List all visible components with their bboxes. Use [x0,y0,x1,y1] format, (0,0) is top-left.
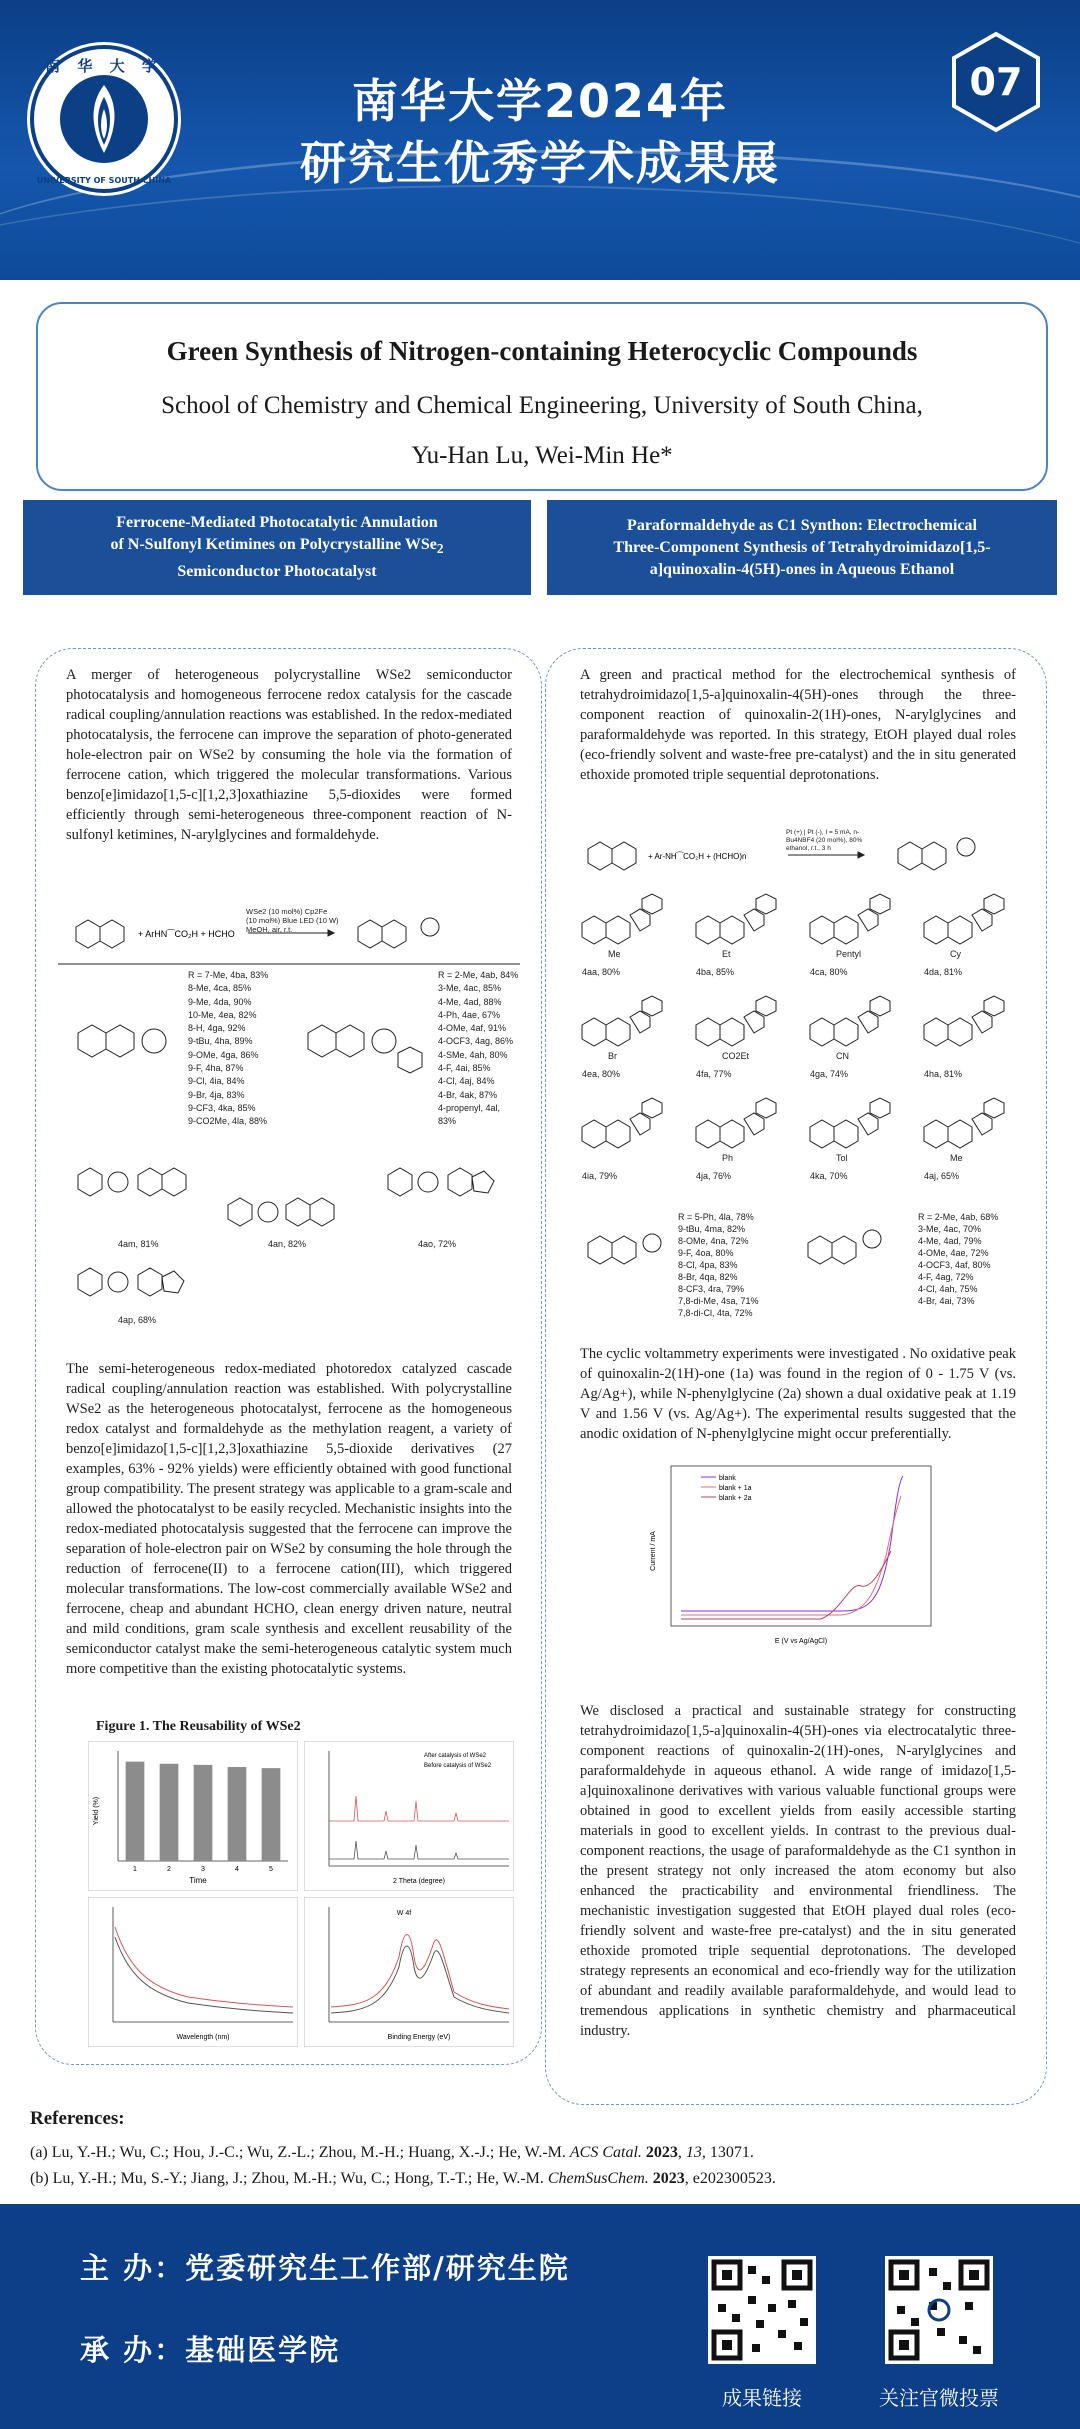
scope-item: 4-Br, 4ai, 73% [918,1296,975,1306]
section2-panel [545,648,1047,2105]
compound-cell [682,995,790,1095]
compound-label: 4fa, 77% [696,1069,732,1079]
scope-item: 9-tBu, 4ma, 82% [678,1224,746,1234]
achievement-qr-code[interactable] [708,2256,816,2364]
compound-label-4ao: 4ao, 72% [418,1239,457,1249]
scope-item: R = 5-Ph, 4la, 78% [678,1212,754,1222]
footer-banner [0,2204,1080,2429]
xps-title: W 4f [396,1910,412,1917]
scope-item: 8-Me, 4ca, 85% [188,983,252,994]
uv-x-axis-label: Wavelength (nm) [176,2034,230,2041]
scope-item: 4-F, 4ag, 72% [918,1272,974,1282]
achievement-qr-label: 成果链接 [722,2386,802,2410]
section1-intro-text: A merger of heterogeneous polycrystalline WSe2 semiconductor photocatalysis and homogeneous ferrocene redox catalysis for the cascade radical coupling/annulation reactions was established. In the redox-mediated photocatalysis, the ferrocene can improve the separation of photo-generated hole-electron pair on WSe2 by consuming the hole via the formation of ferrocene cation, which triggered the molecular transformations. Various benzo[e]imidazo[1,5-c][1,2,3]oxathiazine 5,5-dioxides were formed efficiently through semi-heterogeneous three-component reaction of N-sulfonyl ketimines, N-arylglycines and formaldehyde. [66,667,512,843]
cyclic-voltammetry-chart [641,1461,941,1651]
exhibition-title-line2: 研究生优秀学术成果展 [300,136,780,190]
cv-y-axis-label: Current / mA [650,1531,657,1571]
compound-substituent: Me [608,949,621,959]
compound-structure [796,995,904,1065]
compound-substituent: CN [836,1051,849,1061]
xrd-legend-after: After catalysis of WSe2 [424,1753,487,1759]
scope-item: 9-F, 4ha, 87% [188,1063,244,1074]
extra-compound-structures [58,1135,520,1330]
xrd-pattern-chart [304,1741,514,1891]
compound-substituent: Et [722,949,731,959]
reusability-bar-chart [88,1741,298,1891]
section1-scheme-conditions: WSe2 (10 mol%) Cp2Fe (10 mol%) Blue LED (10 W) MeOH, air, r.t. [246,907,339,934]
compound-substituent: Br [608,1051,617,1061]
logo-emblem [60,75,148,163]
compound-label-4an: 4an, 82% [268,1239,307,1249]
scope-item: 4-Cl, 4ah, 75% [918,1284,978,1294]
logo-english-text: UNIVERSITY OF SOUTH CHINA [36,176,172,185]
reuse-tick-label: 3 [201,1866,205,1873]
reuse-x-axis-label: Time [189,1876,207,1885]
compound-cell [682,893,790,993]
section1-reaction-scheme [58,907,520,957]
footer-host: 主 办：党委研究生工作部/研究生院 [80,2251,570,2285]
compound-label-4ap: 4ap, 68% [118,1315,157,1325]
compound-cell [796,893,904,993]
compound-substituent: Pentyl [836,949,862,959]
scope-item: 9-Br, 4ja, 83% [188,1089,245,1100]
compound-cell [682,1097,790,1197]
compound-structure [910,1097,1018,1167]
svg-text:+ Ar-NH⁀CO₂H + (HCHO)n: + Ar-NH⁀CO₂H + (HCHO)n [648,852,747,861]
reuse-bar [194,1765,213,1861]
scope-item: 10-Me, 4ea, 82% [188,1009,257,1020]
poster-number: 07 [969,60,1023,104]
section2-cv-text: The cyclic voltammetry experiments were investigated . No oxidative peak of quinoxalin-2(1H)-one (1a) was found in the region of 0 - 1.75 V (vs. Ag/Ag+), while N-phenylglycine (2a) shown a dual oxidative peak at 1.19 V and 1.56 V (vs. Ag/Ag+). The experimental results suggested that the anodic oxidation of N-phenylglycine might occur preferentially. [580,1346,1016,1442]
poster-number-badge [948,30,1044,134]
scope-item: 4-OMe, 4ae, 72% [918,1248,989,1258]
reuse-bar [262,1768,281,1861]
compound-label: 4da, 81% [924,967,963,977]
scope-item: 9-F, 4oa, 80% [678,1248,734,1258]
scope-item: 9-tBu, 4ha, 89% [188,1036,253,1047]
reusability-chart-svg [88,1741,298,1891]
wechat-qr-label: 关注官微投票 [879,2386,999,2410]
reference-b: (b) Lu, Y.-H.; Mu, S.-Y.; Jiang, J.; Zhou, M.-H.; Wu, C.; Hong, T.-T.; He, W.-M. ChemSusChem. 2023, e202300523. [30,2170,776,2187]
compound-cell [568,995,676,1095]
reuse-y-axis-label: Yield (%) [93,1796,100,1826]
compound-structure [568,1097,676,1167]
compound-label: 4aj, 65% [924,1171,960,1181]
uv-chart-svg [88,1897,298,2047]
compound-cell [910,1097,1018,1197]
scope-item: 4-Me, 4ad, 79% [918,1236,982,1246]
scope-item: 4-OCF3, 4ag, 86% [438,1036,514,1047]
compound-label: 4ia, 79% [582,1171,618,1181]
section1-heading-line1: Ferrocene-Mediated Photocatalytic Annulation [116,514,438,532]
section2-heading [547,500,1057,595]
section2-table-left [678,1211,788,1319]
compound-label: 4aa, 80% [582,967,621,977]
wechat-qr-code[interactable] [885,2256,993,2364]
scope-item: 9-CO2Me, 4la, 88% [188,1116,268,1127]
header-banner [0,0,1080,280]
paper-title-card [36,302,1048,491]
footer-organizer: 承 办：基础医学院 [80,2333,341,2367]
reuse-tick-label: 4 [235,1866,239,1873]
section1-scope-right-list [438,969,520,1129]
section2-heading-line3: a]quinoxalin-4(5H)-ones in Aqueous Ethanol [649,560,955,578]
scope-item: 4-Cl, 4aj, 84% [438,1076,495,1087]
scope-item: R = 2-Me, 4ab, 84% [438,970,519,980]
scope-item: 4-Br, 4ak, 87% [438,1089,498,1100]
xrd-chart-svg [304,1741,514,1891]
xps-spectra-chart [304,1897,514,2047]
reuse-tick-label: 2 [167,1866,171,1873]
xrd-legend-before: Before catalysis of WSe2 [424,1763,492,1769]
cv-legend-1a: blank + 1a [719,1485,752,1492]
section1-discussion-text: The semi-heterogeneous redox-mediated photoredox catalyzed cascade radical coupling/annulation reaction was established. With polycrystalline WSe2 as the heterogeneous photocatalyst, ferrocene as the homogeneous redox catalyst and formaldehyde as the methylation reagent, a variety of benzo[e]imidazo[1,5-c][1,2,3]oxathiazine 5,5-dioxide derivatives (27 examples, 63% - 92% yields) were efficiently obtained with good functional group compatibility. The present strategy was applicable to a gram-scale and allowed the photocatalyst to be easily recycled. Mechanistic insights into the redox-mediated photocatalysis suggested that the ferrocene can improve the separation of hole-electron pair on WSe2 by consuming the hole through the reduction of ferrocene(II) to a ferrocene cation(III), which triggered molecular transformations. The low-cost commercially available WSe2 and ferrocene, cheap and abundant HCHO, clean energy driven nature, neutral and mild conditions, gram scale synthesis and excellent reusability of the semiconductor catalyst make the semi-heterogeneous catalytic system much more competitive than the existing photocatalytic systems. [66,1361,512,1677]
scope-item: 9-OMe, 4ga, 86% [188,1049,259,1060]
cv-legend-2a: blank + 2a [719,1495,752,1502]
scope-item: 7,8-di-Me, 4sa, 71% [678,1296,759,1306]
compound-cell [796,1097,904,1197]
section1-substrate-scope [58,963,520,1129]
logo-chinese-text: 南 华 大 学 [45,57,163,75]
figure1-caption: Figure 1. The Reusability of WSe2 [96,1719,301,1734]
section2-heading-line1: Paraformaldehyde as C1 Synthon: Electrochemical [627,516,977,534]
qr-code-icon [885,2256,993,2364]
xps-chart-svg [304,1897,514,2047]
section2-intro-text: A green and practical method for the electrochemical synthesis of tetrahydroimidazo[1,5-a]quinoxalin-4(5H)-ones through the three-component reaction of quinoxalin-2(1H)-ones, N-arylglycines and paraformaldehyde was reported. In this strategy, EtOH played dual roles (eco-friendly solvent and waste-free pre-catalyst) and the in situ generated ethoxide promoted triple sequential deprotonations. [580,667,1016,783]
section2-scheme-conditions: Pt (+) | Pt (-), I = 5 mA, n-Bu4NBF4 (20 mol%), 80% ethanol, r.t., 3 h [786,829,863,852]
qr-code-icon [708,2256,816,2364]
reuse-bar [160,1764,179,1861]
compound-label-4am: 4am, 81% [118,1239,159,1249]
svg-text:+ ArHN⁀CO₂H + HCHO: + ArHN⁀CO₂H + HCHO [138,929,235,939]
section2-heading-line2: Three-Component Synthesis of Tetrahydroimidazo[1,5- [613,538,991,556]
paper-title: Green Synthesis of Nitrogen-containing Heterocyclic Compounds [166,336,918,366]
compound-cell [796,995,904,1095]
scope-item: R = 7-Me, 4ba, 83% [188,970,269,980]
references-title: References: [30,2108,125,2129]
scope-item: 4-F, 4ai, 85% [438,1063,491,1074]
compound-cell [568,1097,676,1197]
uv-spectra-chart [88,1897,298,2047]
cv-x-axis-label: E (V vs Ag/AgCl) [774,1638,828,1645]
scope-item: 4-Me, 4ad, 88% [438,996,502,1007]
compound-substituent: Tol [836,1153,848,1163]
compound-structure [682,893,790,963]
reuse-tick-label: 5 [269,1866,273,1873]
exhibition-title-line1: 南华大学2024年 [351,74,729,128]
cv-legend-blank: blank [719,1475,736,1482]
flame-emblem-icon [60,75,148,163]
scope-item: 4-OCF3, 4af, 80% [918,1260,991,1270]
section2-table-right [918,1211,1024,1307]
compound-label: 4ka, 70% [810,1171,848,1181]
compound-label: 4ga, 74% [810,1069,849,1079]
university-logo [30,45,178,193]
section2-substrate-scope [568,893,1024,1333]
section1-heading-line2: of N-Sulfonyl Ketimines on Polycrystalline WSe$_2$ [110,536,444,557]
reuse-tick-label: 1 [133,1866,137,1873]
compound-label: 4ja, 76% [696,1171,732,1181]
reference-a: (a) Lu, Y.-H.; Wu, C.; Hou, J.-C.; Wu, Z.-L.; Zhou, M.-H.; Huang, X.-J.; He, W.-M. ACS Catal. 2023, 13, 13071. [30,2144,754,2161]
compound-substituent: Me [950,1153,963,1163]
compound-structure [796,1097,904,1167]
compound-structure [910,893,1018,963]
scope-item: 4-SMe, 4ah, 80% [438,1049,508,1060]
section2-conclusion-text: We disclosed a practical and sustainable strategy for constructing tetrahydroimidazo[1,5-a]quinoxalin-4(5H)-ones via electrocatalytic three-component reactions of quinoxalin-2(1H)-ones, N-arylglycines and paraformaldehyde in aqueous ethanol. A wide range of imidazo[1,5-a]quinoxalinone derivatives with various valuable functional groups were obtained in good to excellent yields from easily accessible starting materials in good to excellent yields. In contrast to the previous dual-component reactions, the usage of paraformaldehyde as the C1 synthon in the present strategy not only increased the atom economy but also enhanced the practicability and environmental friendliness. The mechanistic investigation suggested that EtOH played dual roles (eco-friendly solvent and waste-free pre-catalyst) and the in situ generated ethoxide promoted triple sequential deprotonations. The developed strategy represents an economical and eco-friendly way for the utilization of abundant and readily available paraformaldehyde, and would lead to tremendous applications in synthetic chemistry and pharmaceutical industry. [580,1703,1016,2039]
reuse-bar [228,1767,247,1861]
compound-cell [910,893,1018,993]
paper-affiliation: School of Chemistry and Chemical Engineering, University of South China, [161,392,923,419]
compound-label: 4ha, 81% [924,1069,963,1079]
compound-substituent: Ph [722,1153,734,1163]
xrd-x-axis-label: 2 Theta (degree) [392,1878,446,1885]
compound-structure [682,1097,790,1167]
compound-label: 4ea, 80% [582,1069,621,1079]
scope-item: R = 2-Me, 4ab, 68% [918,1212,999,1222]
cv-chart-svg [641,1461,941,1651]
xps-x-axis-label: Binding Energy (eV) [387,2034,451,2041]
references-block [18,2108,1062,2198]
compound-cell [568,893,676,993]
section1-extra-compounds [58,1135,520,1330]
scope-item: 8-CF3, 4ra, 79% [678,1284,745,1294]
paper-authors: Yu-Han Lu, Wei-Min He* [411,442,673,469]
scope-item: 9-Cl, 4ia, 84% [188,1076,245,1087]
scope-item: 9-CF3, 4ka, 85% [188,1102,256,1113]
compound-label: 4ca, 80% [810,967,848,977]
section1-panel [35,648,542,2065]
scope-item: 9-Me, 4da, 90% [188,996,252,1007]
section1-heading [23,500,531,595]
exhibition-title [180,70,900,194]
scope-item: 3-Me, 4ac, 85% [438,983,502,994]
scope-item: 4-Ph, 4ae, 67% [438,1009,501,1020]
scope-item: 4-OMe, 4af, 91% [438,1023,507,1034]
compound-substituent: CO2Et [722,1051,750,1061]
scope-item: 8-Br, 4qa, 82% [678,1272,738,1282]
compound-structure [568,893,676,963]
scope-item: 8-OMe, 4na, 72% [678,1236,749,1246]
compound-label: 4ba, 85% [696,967,735,977]
scope-item: 8-Cl, 4pa, 83% [678,1260,738,1270]
scope-item: 3-Me, 4ac, 70% [918,1224,982,1234]
reuse-bar [126,1762,145,1861]
scope-item: 4-propenyl, 4al, 83% [438,1102,501,1127]
compound-structure [568,995,676,1065]
section1-scope-left-list [188,969,308,1129]
compound-substituent: Cy [950,949,961,959]
section2-reaction-scheme [568,827,1024,887]
compound-cell [910,995,1018,1095]
section1-heading-line3: Semiconductor Photocatalyst [177,562,377,580]
scope-item: 7,8-di-Cl, 4ta, 72% [678,1308,753,1318]
compound-structure [910,995,1018,1065]
scope-item: 8-H, 4ga, 92% [188,1023,246,1034]
